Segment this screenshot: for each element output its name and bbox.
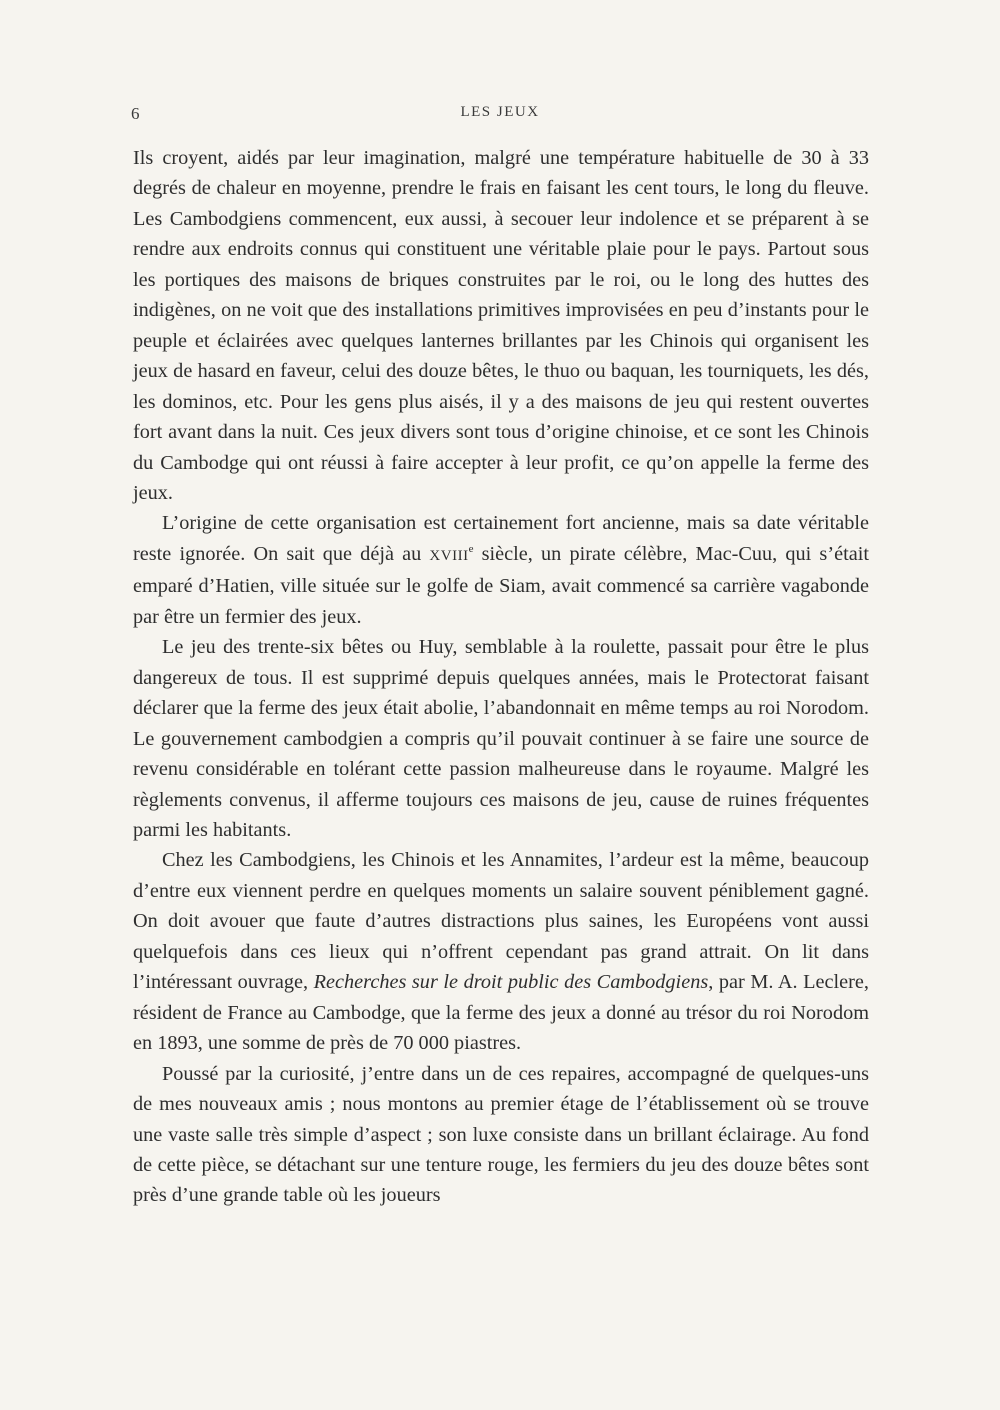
text-segment: siècle, un pirate célèbre, Mac-Cuu, qui s’était emparé d’Hatien, ville située sur le golfe de Siam, avait commencé sa carrière vagabonde par être un fermier des jeux.	[133, 542, 869, 628]
paragraph	[133, 508, 869, 632]
small-caps-numeral: XVIII	[429, 547, 469, 564]
running-title: LES JEUX	[460, 104, 540, 120]
paragraph	[133, 143, 869, 508]
text-segment: Le jeu des trente-six bêtes ou Huy, semblable à la roulette, passait pour être le plus dangereux de tous. Il est supprimé depuis quelques années, mais le Protectorat faisant déclarer que la ferme des jeux était abolie, l’abandonnait en même temps au roi Norodom. Le gouvernement cambodgien a compris qu’il pouvait continuer à se faire une source de revenu considérable en tolérant cette passion malheureuse dans le royaume. Malgré les règlements convenus, il afferme toujours ces maisons de jeu, cause de ruines fréquentes parmi les habitants.	[133, 636, 869, 841]
page-header	[131, 104, 869, 130]
italic-title: Recherches sur le droit public des Cambodgiens	[313, 971, 709, 994]
text-segment: Ils croyent, aidés par leur imagination, malgré une température habituelle de 30 à 33 degrés de chaleur en moyenne, prendre le frais en faisant les cent tours, le long du fleuve. Les Cambodgiens commencent, eux aussi, à secouer leur indolence et se préparent à se rendre aux endroits connus qui constituent une véritable plaie pour le pays. Partout sous les portiques des maisons de briques construites par le roi, ou le long des huttes des indigènes, on ne voit que des installations primitives improvisées en peu d’instants pour le peuple et éclairées avec quelques lanternes brillantes par les Chinois qui organisent les jeux de hasard en faveur, celui des douze bêtes, le thuo ou baquan, les tourniquets, les dés, les dominos, etc. Pour les gens plus aisés, il y a des maisons de jeu qui restent ouvertes fort avant dans la nuit. Ces jeux divers sont tous d’origine chinoise, et ce sont les Chinois du Cambodge qui ont réussi à faire accepter à leur profit, ce qu’on appelle la ferme des jeux.	[133, 147, 869, 504]
text-segment: , par M. A. Leclere, résident de France au Cambodge, que la ferme des jeux a donné au trésor du roi Norodom en 1893, une somme de près de 70 000 piastres.	[133, 971, 869, 1055]
text-segment: L’origine de cette organisation est certainement fort ancienne, mais sa date véritable reste ignorée. On sait que déjà au	[133, 512, 869, 565]
paragraph	[133, 845, 869, 1058]
paragraph	[133, 632, 869, 845]
paragraph	[133, 1059, 869, 1211]
superscript: e	[468, 543, 474, 556]
page-number: 6	[131, 104, 140, 123]
body-text	[133, 143, 869, 1211]
text-segment: Poussé par la curiosité, j’entre dans un de ces repaires, accompagné de quelques-uns de mes nouveaux amis ; nous montons au premier étage de l’établissement où se trouve une vaste salle très simple d’aspect ; son luxe consiste dans un brillant éclairage. Au fond de cette pièce, se détachant sur une tenture rouge, les fermiers du jeu des douze bêtes sont près d’une grande table où les joueurs	[133, 1062, 869, 1207]
text-segment: Chez les Cambodgiens, les Chinois et les Annamites, l’ardeur est la même, beaucoup d’entre eux viennent perdre en quelques moments un salaire souvent péniblement gagné. On doit avouer que faute d’autres distractions plus saines, les Européens vont aussi quelquefois dans ces lieux qui n’offrent cependant pas grand attrait. On lit dans l’intéressant ouvrage,	[133, 849, 869, 994]
